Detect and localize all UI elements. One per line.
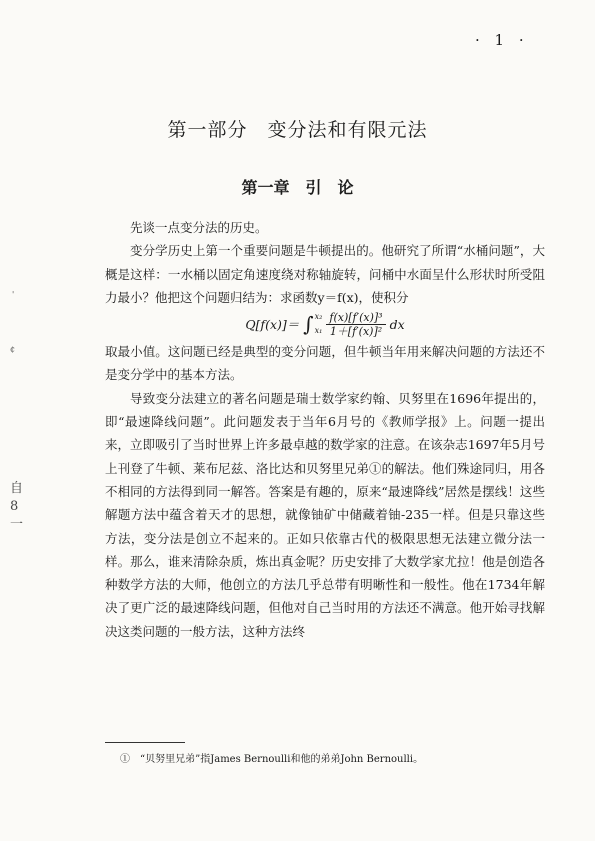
chapter-title: 第一章 引 论 xyxy=(241,178,354,197)
paragraph-newton: 变分学历史上第一个重要问题是牛顿提出的。他研究了所谓“水桶问题”，大概是这样：一水桶以固定角速度绕对称轴旋转，问桶中水面呈什么形状时所受阻力最小？他把这个问题归结为：求函数y＝f(x)，使积分 xyxy=(105,243,545,305)
formula-lhs: Q[f(x)]＝ xyxy=(245,316,300,332)
part-title: 第一部分 变分法和有限元法 xyxy=(167,119,428,141)
scan-speck: ' xyxy=(12,290,15,299)
paragraph-brachistochrone: 导致变分法建立的著名问题是瑞士数学家约翰、贝努里在1696年提出的，即“最速降线问题”。此问题发表于当年6月号的《教师学报》上。问题一提出来，立即吸引了当时世界上许多最卓越的数学家的注意。在该杂志1697年5月号上刊登了牛顿、莱布尼兹、洛比达和贝努里兄弟①的解法。他们殊途同归，用各不相同的方法得到同一解答。答案是有趣的，原来“最速降线”居然是摆线！这些解题方法中蕴含着天才的思想，就像铀矿中储藏着铀-235一样。但是只靠这些方法，变分法是创立不起来的。正如只依靠古代的极限思想无法建立微分法一样。那么，谁来清除杂质，炼出真金呢？历史安排了大数学家尤拉！他是创造各种数学方法的大师，他创立的方法几乎总带有明晰性和一般性。他在1734年解决了更广泛的最速降线问题，但他对自己当时用的方法还不满意。他开始寻找解决这类问题的一般方法，这种方法终 xyxy=(105,390,545,639)
margin-mark: 自8一 xyxy=(10,481,24,532)
integral-formula xyxy=(105,310,545,338)
body-text xyxy=(105,216,545,643)
integral-limits xyxy=(315,310,323,338)
paragraph-minimum: 取最小值。这问题已经是典型的变分问题，但牛顿当年用来解决问题的方法还不是变分学中的基本方法。 xyxy=(105,344,545,383)
integral-sign: ∫ xyxy=(303,312,314,337)
formula-denominator: 1＋[f′(x)]² xyxy=(329,324,383,338)
integral-upper-limit: x₂ xyxy=(314,312,323,322)
footnote-rule xyxy=(105,742,185,743)
paragraph-intro: 先谈一点变分法的历史。 xyxy=(130,220,268,235)
page-number: · 1 · xyxy=(475,31,529,49)
footnote: ① “贝努里兄弟”指James Bernoulli和他的弟弟John Bernoulli。 xyxy=(120,754,424,765)
formula-numerator: f(x)[f′(x)]³ xyxy=(326,311,385,325)
formula-fraction xyxy=(326,311,385,338)
formula-dx: dx xyxy=(389,316,405,332)
integral-lower-limit: x₁ xyxy=(314,326,323,336)
scan-speck: ¢ xyxy=(10,345,16,354)
